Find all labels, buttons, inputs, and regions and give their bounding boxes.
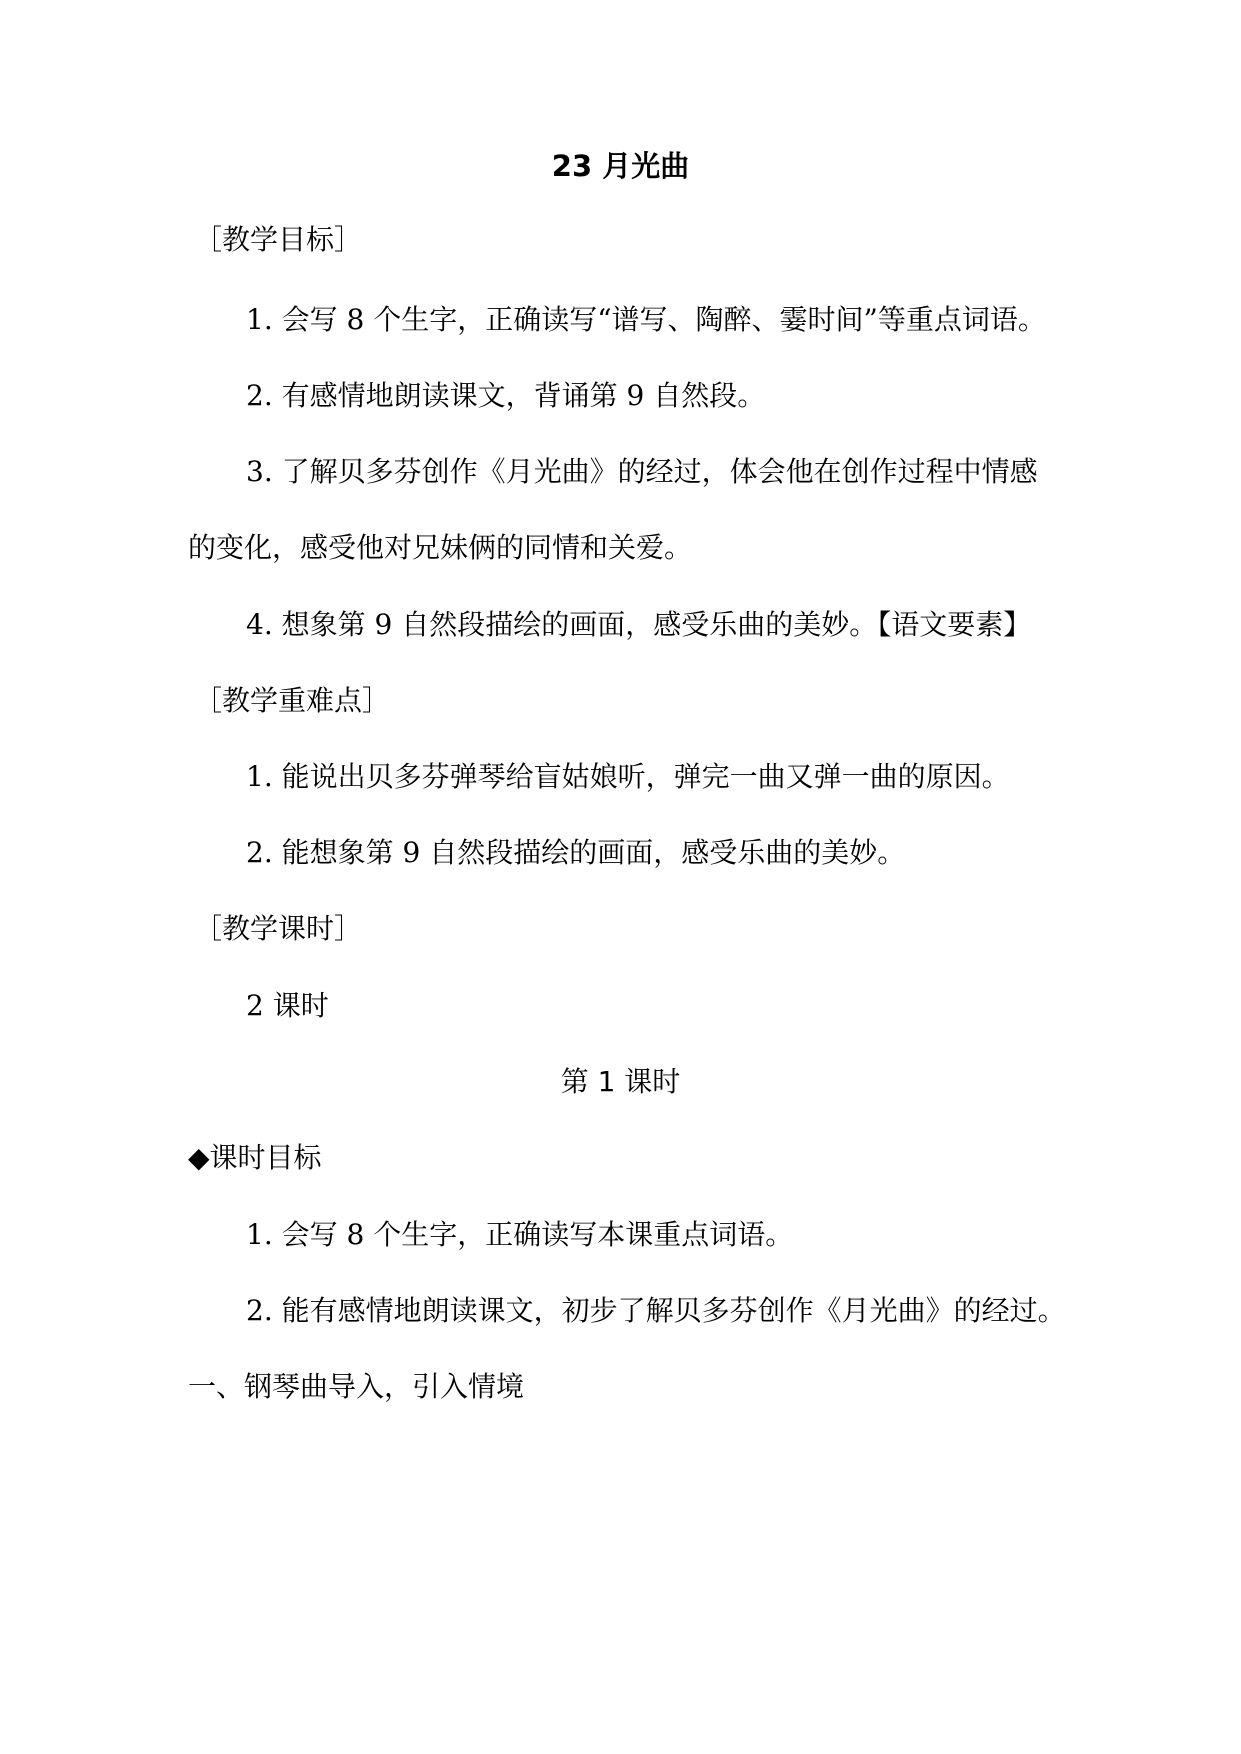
objective-item-2: 2. 有感情地朗读课文，背诵第 9 自然段。 xyxy=(246,379,766,412)
class-hours-heading: ［教学课时］ xyxy=(194,912,363,945)
objective-item-3-continued: 的变化，感受他对兄妹俩的同情和关爱。 xyxy=(188,531,693,564)
key-point-item-1: 1. 能说出贝多芬弹琴给盲姑娘听，弹完一曲又弹一曲的原因。 xyxy=(246,760,1010,793)
teaching-objectives-heading: ［教学目标］ xyxy=(194,223,363,256)
key-point-item-2: 2. 能想象第 9 自然段描绘的画面，感受乐曲的美妙。 xyxy=(246,836,906,869)
lesson-objective-item-2: 2. 能有感情地朗读课文，初步了解贝多芬创作《月光曲》的经过。 xyxy=(246,1294,1066,1327)
lesson-objective-item-1: 1. 会写 8 个生字，正确读写本课重点词语。 xyxy=(246,1218,794,1251)
objective-item-3: 3. 了解贝多芬创作《月光曲》的经过，体会他在创作过程中情感 xyxy=(246,455,1038,488)
key-difficult-points-heading: ［教学重难点］ xyxy=(194,684,391,717)
lesson-one-title: 第 1 课时 xyxy=(560,1065,681,1098)
objective-item-1: 1. 会写 8 个生字，正确读写“谱写、陶醉、霎时间”等重点词语。 xyxy=(246,303,1046,336)
section-one-heading: 一、钢琴曲导入，引入情境 xyxy=(188,1370,525,1403)
lesson-objectives-heading: ◆课时目标 xyxy=(188,1141,322,1174)
objective-item-4: 4. 想象第 9 自然段描绘的画面，感受乐曲的美妙。【语文要素】 xyxy=(246,608,1032,641)
page-title: 23 月光曲 xyxy=(551,149,690,183)
class-hours-value: 2 课时 xyxy=(246,989,329,1022)
